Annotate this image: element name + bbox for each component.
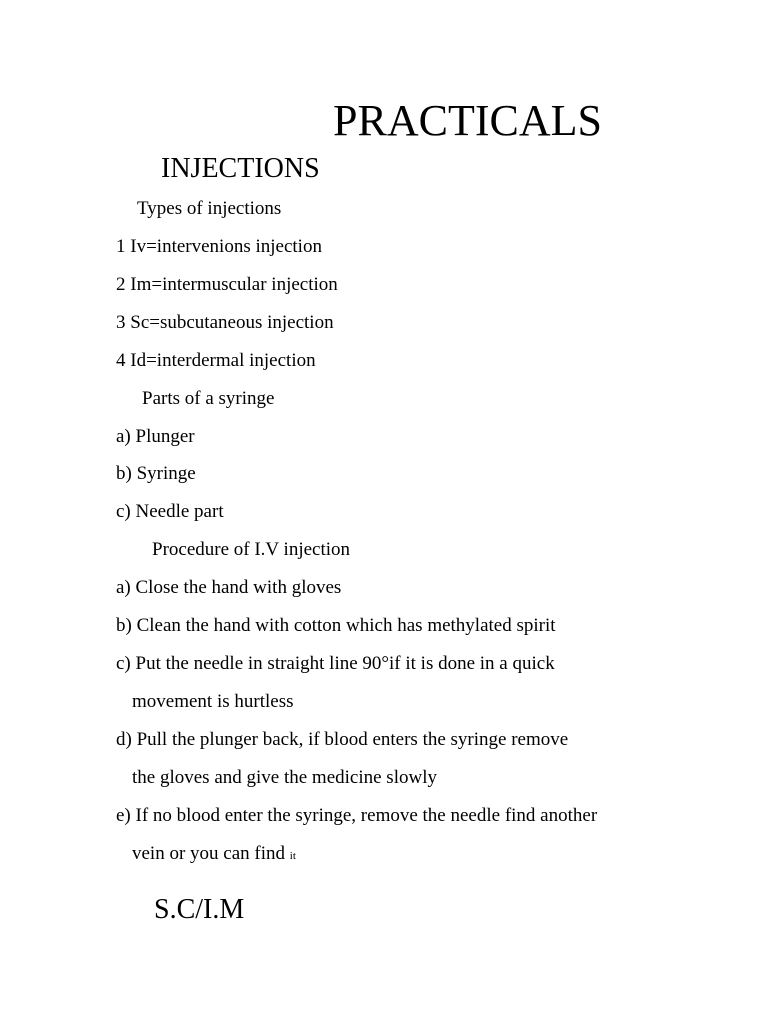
- procedure-step-continuation: [132, 844, 296, 863]
- list-item: b) Syringe: [116, 463, 196, 484]
- list-item: a) Plunger: [116, 426, 195, 447]
- procedure-step: b) Clean the hand with cotton which has methylated spirit: [116, 615, 556, 636]
- list-item: 1 Iv=intervenions injection: [116, 236, 322, 257]
- list-item: 3 Sc=subcutaneous injection: [116, 312, 334, 333]
- procedure-step: e) If no blood enter the syringe, remove the needle find another: [116, 805, 598, 826]
- section-heading-sc-im: S.C/I.M: [154, 894, 245, 925]
- procedure-step: c) Put the needle in straight line 90°if it is done in a quick: [116, 653, 555, 674]
- procedure-step-continuation: the gloves and give the medicine slowly: [132, 767, 437, 788]
- list-item: 4 Id=interdermal injection: [116, 350, 316, 371]
- list-item: 2 Im=intermuscular injection: [116, 274, 338, 295]
- types-heading: Types of injections: [137, 198, 282, 219]
- parts-heading: Parts of a syringe: [142, 388, 275, 409]
- procedure-step-text: vein or you can find: [132, 843, 286, 864]
- section-title: INJECTIONS: [161, 153, 320, 184]
- list-item: c) Needle part: [116, 501, 224, 522]
- procedure-step-small-text: it: [289, 850, 296, 862]
- procedure-step-continuation: movement is hurtless: [132, 691, 294, 712]
- procedure-step: a) Close the hand with gloves: [116, 577, 342, 598]
- page-title: PRACTICALS: [333, 96, 602, 145]
- procedure-heading: Procedure of I.V injection: [152, 539, 351, 560]
- procedure-step: d) Pull the plunger back, if blood enters the syringe remove: [116, 729, 569, 750]
